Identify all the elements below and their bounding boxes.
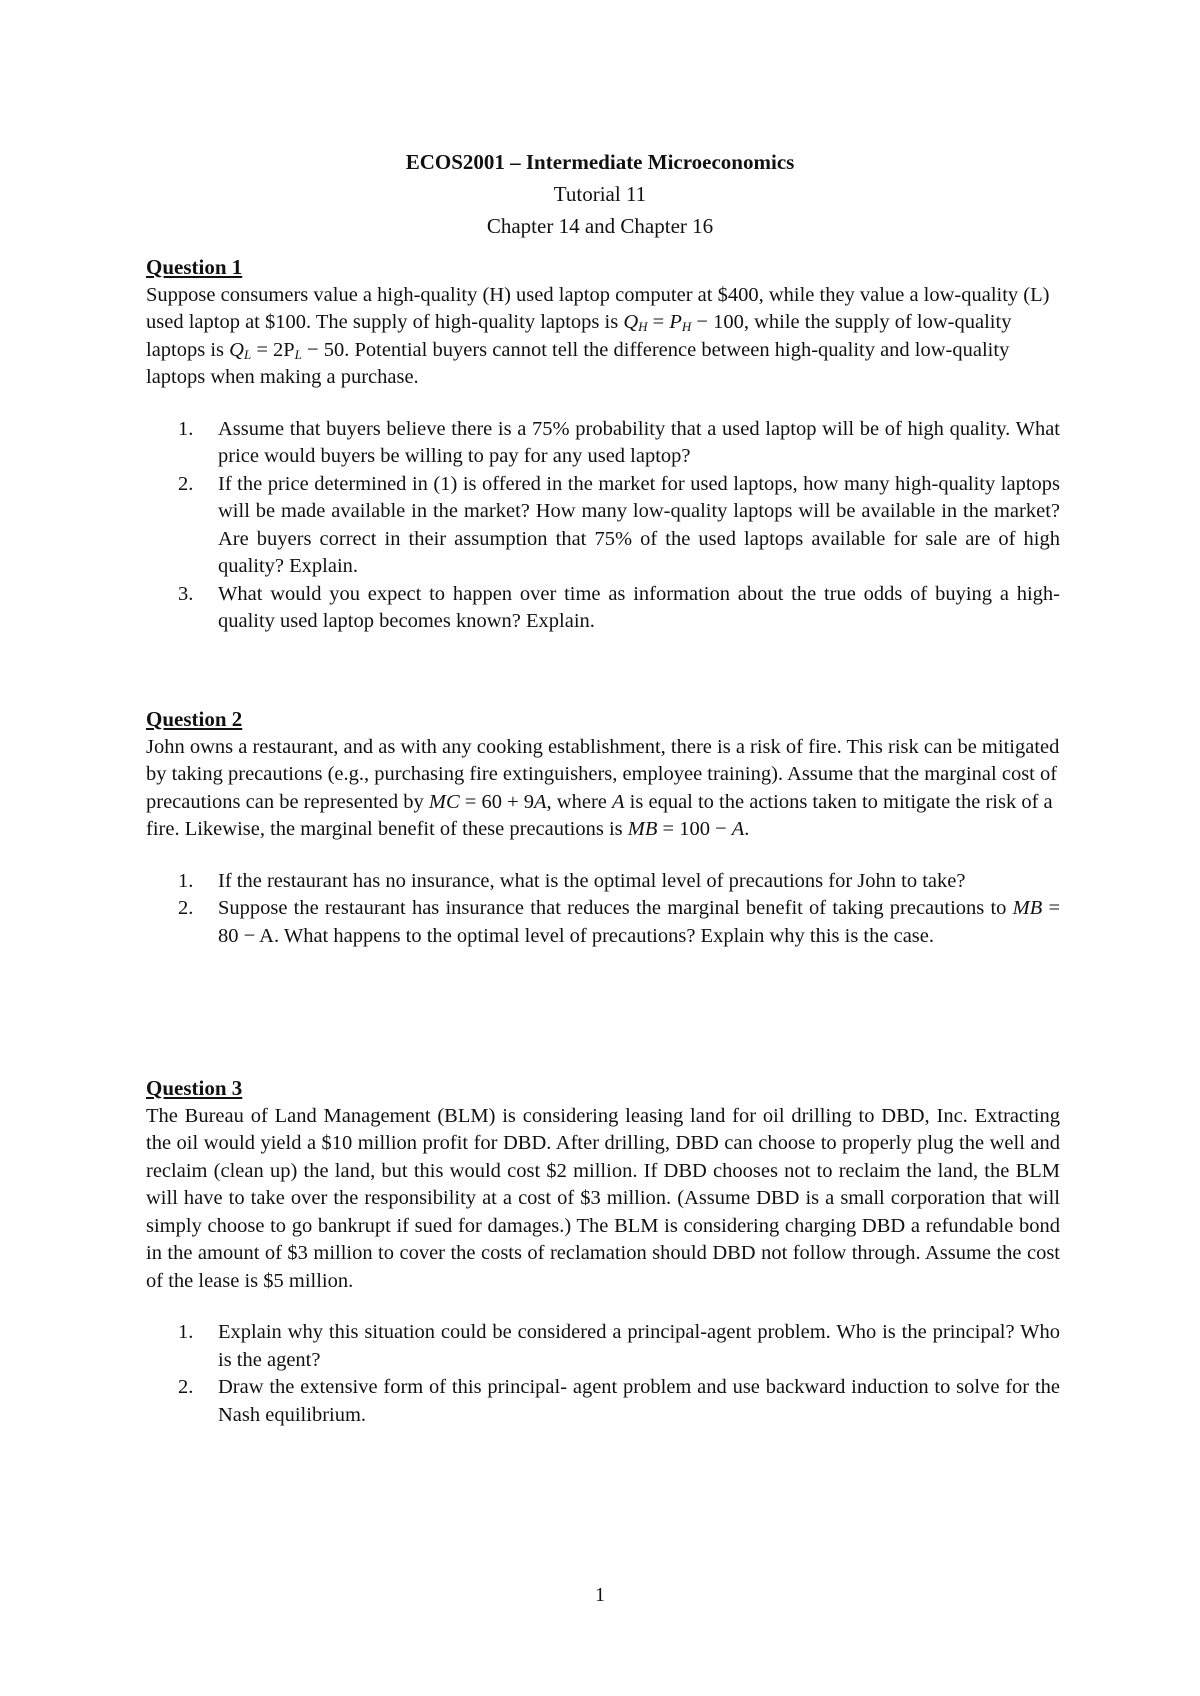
question-1-list xyxy=(146,416,1060,636)
list-item: 3. What would you expect to happen over time as information about the true odds of buying a high-quality used laptop becomes known? Explain. xyxy=(178,582,1060,632)
question-2-list xyxy=(146,868,1060,951)
question-2-heading: Question 2 xyxy=(146,707,243,731)
list-item: 1. If the restaurant has no insurance, what is the optimal level of precautions for John to take? xyxy=(178,869,966,892)
list-item: 1. Explain why this situation could be considered a principal-agent problem. Who is the principal? Who is the agent? xyxy=(178,1321,1060,1371)
list-item: 2. Suppose the restaurant has insurance that reduces the marginal benefit of taking precautions to MB = 80 − A. What happens to the optimal level of precautions? Explain why this is the case. xyxy=(178,897,1060,947)
question-1-section xyxy=(146,254,1060,636)
question-3-intro: The Bureau of Land Management (BLM) is considering leasing land for oil drilling to DBD, Inc. Extracting the oil would yield a $10 million profit for DBD. After drilling, DBD can choose to properly plug the well and reclaim (clean up) the land, but this would cost $2 million. If DBD chooses not to reclaim the land, the BLM will have to take over the responsibility at a cost of $3 million. (Assume DBD is a small corporation that will simply choose to go bankrupt if sued for damages.) The BLM is considering charging DBD a refundable bond in the amount of $3 million to cover the costs of reclamation should DBD not follow through. Assume the cost of the lease is $5 million. xyxy=(146,1104,1060,1292)
list-item: 1. Assume that buyers believe there is a 75% probability that a used laptop will be of high quality. What price would buyers be willing to pay for any used laptop? xyxy=(178,417,1060,467)
question-2-intro: John owns a restaurant, and as with any cooking establishment, there is a risk of fire. This risk can be mitigated by taking precautions (e.g., purchasing fire extinguishers, employee training). Assume that the marginal cost of precautions can be represented by MC = 60 + 9A, where A is equal to the actions taken to mitigate the risk of a fire. Likewise, the marginal benefit of these precautions is MB = 100 − A. xyxy=(146,735,1060,840)
question-1-intro: Suppose consumers value a high-quality (H) used laptop computer at $400, while they value a low-quality (L) used laptop at $100. The supply of high-quality laptops is $Q_H = P_H - 100$, while the supply of low-quality laptops is $Q_L = 2P_L - 50$. Potential buyers cannot tell the difference between high-quality and low-quality laptops when making a purchase. xyxy=(146,283,1050,388)
course-title: ECOS2001 – Intermediate Microeconomics xyxy=(405,150,795,174)
list-item: 2. If the price determined in (1) is offered in the market for used laptops, how many high-quality laptops will be made available in the market? How many low-quality laptops will be available in the market? Are buyers correct in their assumption that 75% of the used laptops available for sale are of high quality? Explain. xyxy=(178,472,1060,577)
page-number: 1 xyxy=(595,1584,605,1606)
chapter-reference: Chapter 14 and Chapter 16 xyxy=(486,214,714,238)
question-3-list xyxy=(146,1319,1060,1429)
list-item: 2. Draw the extensive form of this principal- agent problem and use backward induction to solve for the Nash equilibrium. xyxy=(178,1376,1060,1426)
document-header xyxy=(0,146,1200,242)
question-3-heading: Question 3 xyxy=(146,1076,243,1100)
question-3-section xyxy=(146,1075,1060,1429)
tutorial-number: Tutorial 11 xyxy=(553,182,647,206)
question-2-section xyxy=(146,706,1060,950)
question-1-heading: Question 1 xyxy=(146,255,243,279)
